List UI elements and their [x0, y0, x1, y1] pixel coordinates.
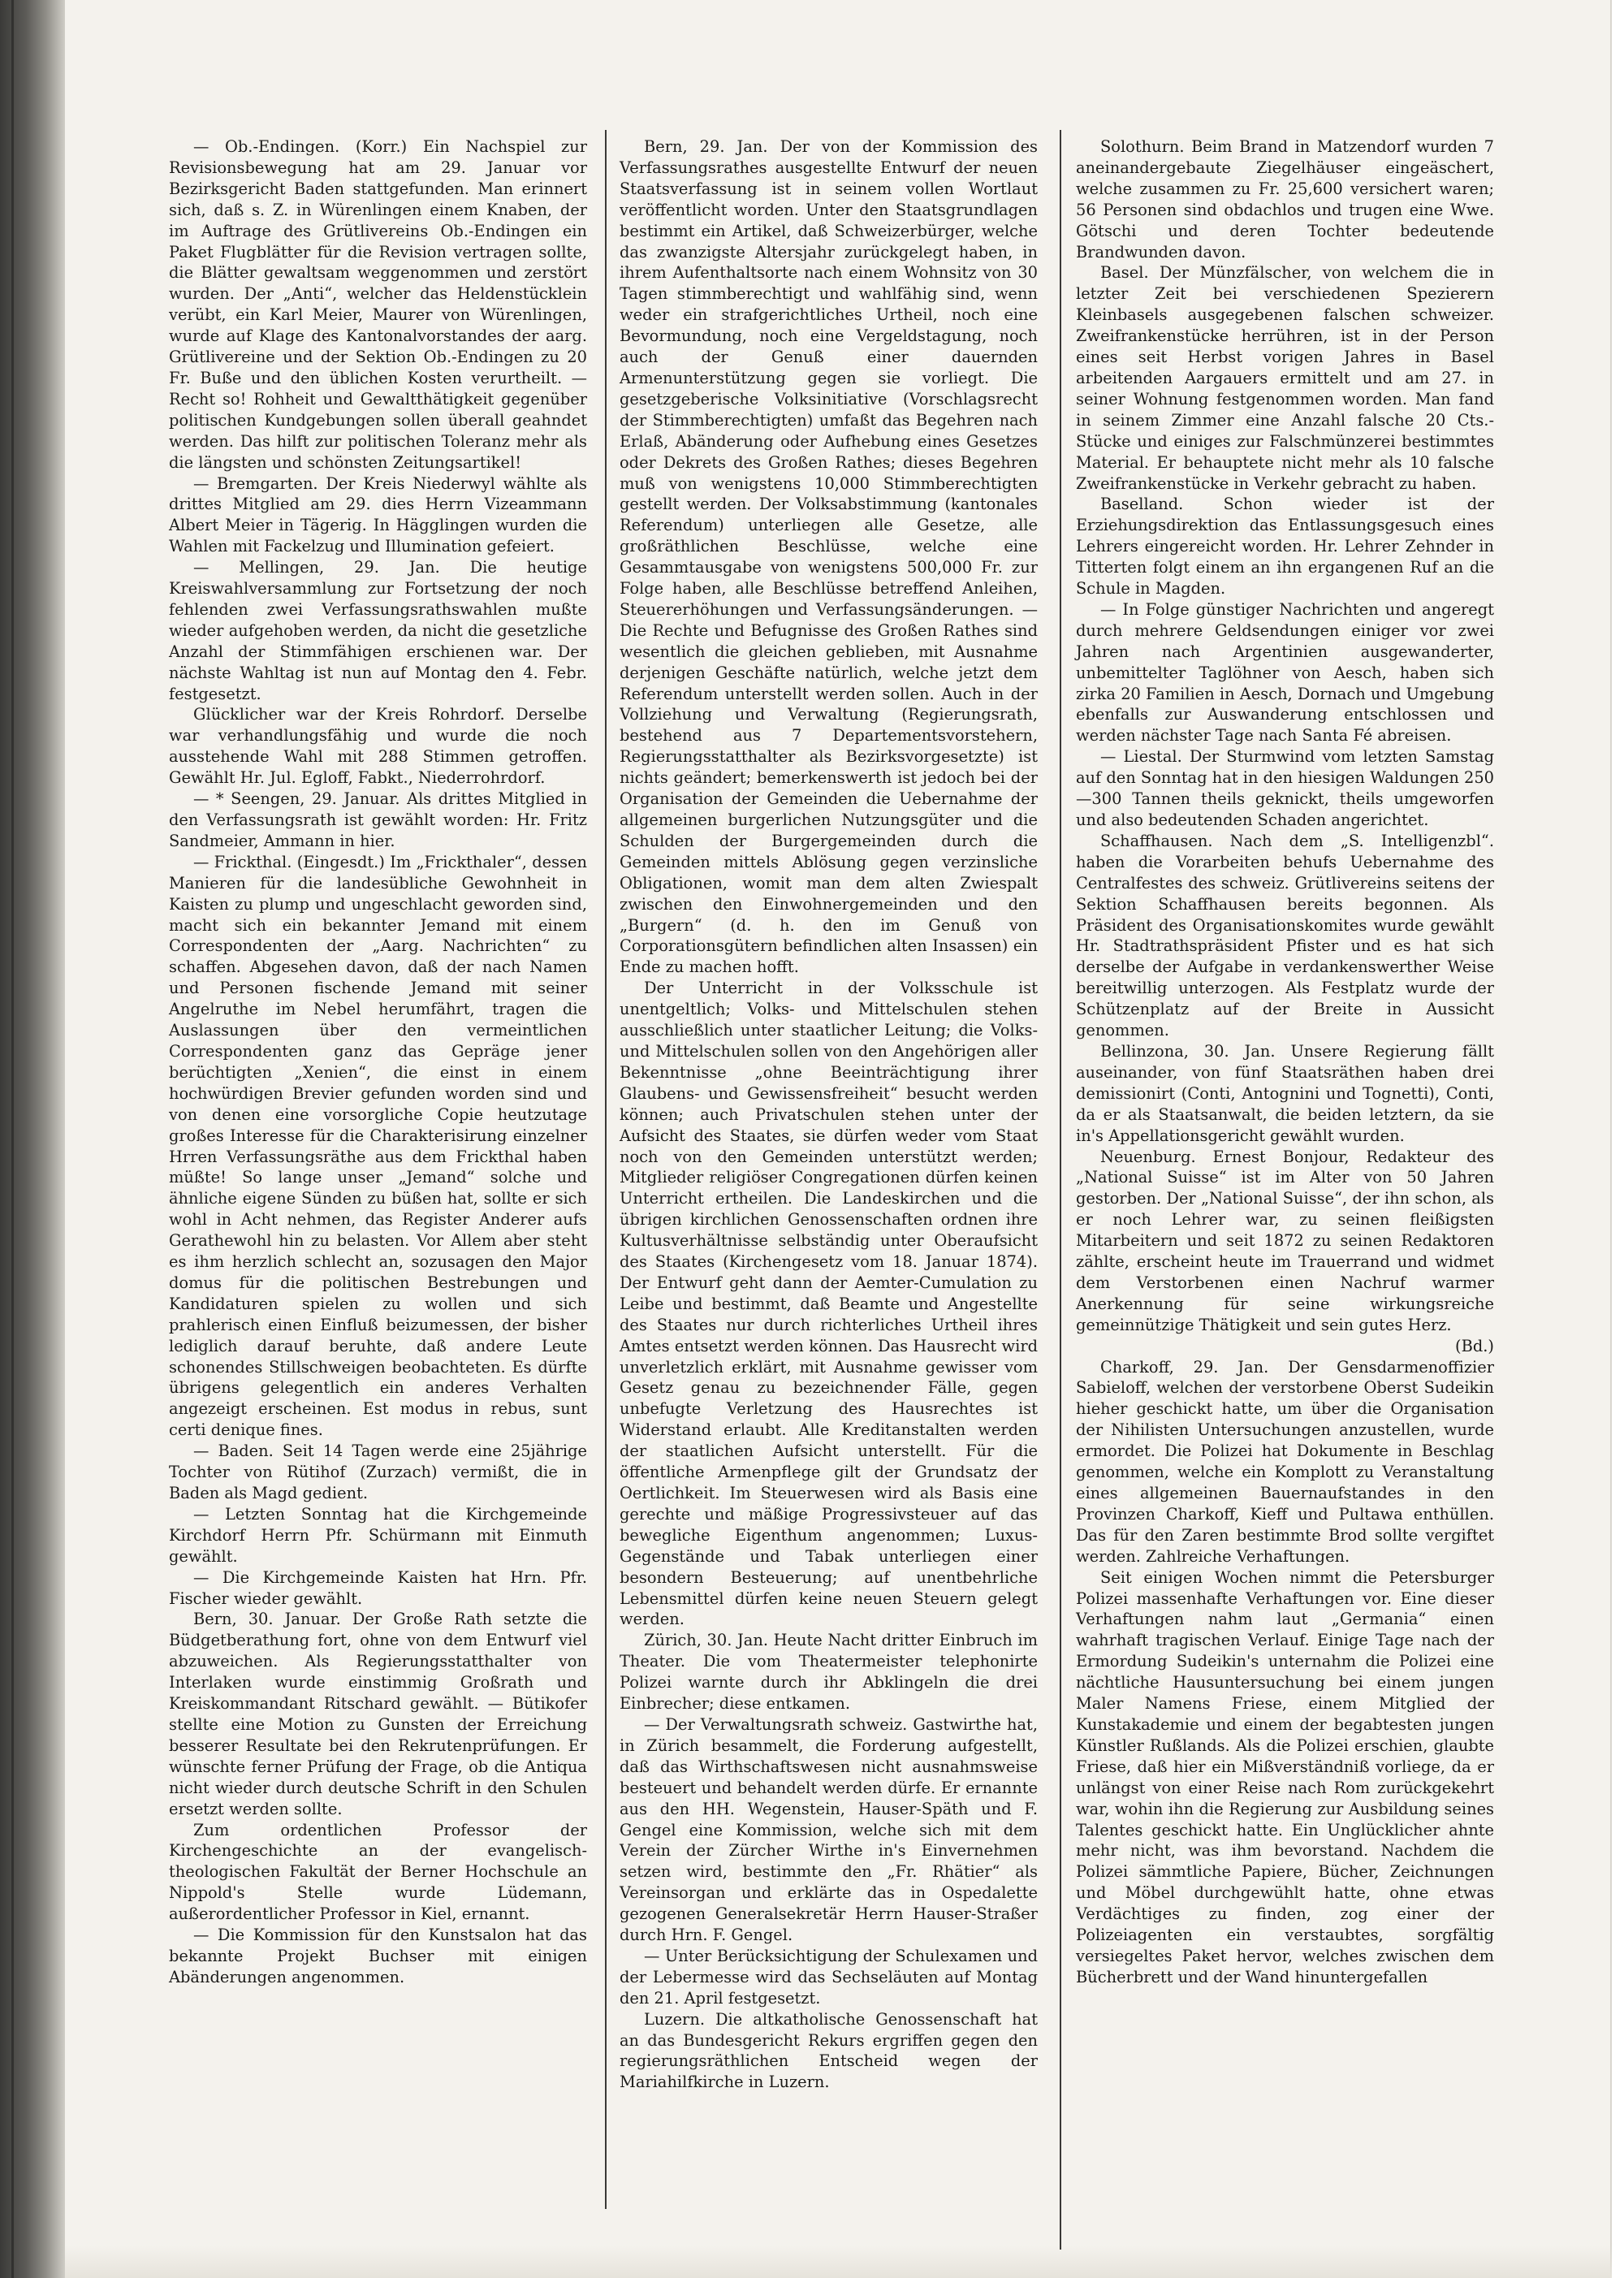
page-right-margin [1610, 0, 1624, 2278]
news-item-zuerich-theater: Zürich, 30. Jan. Heute Nacht dritter Einbruch im Theater. Die vom Theatermeister telephonirte Polizei warnte durch ihr Abklingeln die drei Einbrecher; diese entkamen. [620, 1631, 1038, 1714]
news-item-aesch-auswanderung: — In Folge günstiger Nachrichten und angeregt durch mehrere Geldsendungen einiger vor zwei Jahren nach Argentinien ausgewanderter, unbemittelter Taglöhner von Aesch, haben sich zirka 20 Familien in Aesch, Dornach und Umgebung ebenfalls zur Auswanderung entschlossen und werden nächster Tage nach Santa Fé abreisen. [1076, 599, 1494, 746]
news-item-liestal: — Liestal. Der Sturmwind vom letzten Samstag auf den Sonntag hat in den hiesigen Waldungen 250—300 Tannen theils geknickt, theils umgeworfen und also bedeutenden Schaden angerichtet. [1076, 747, 1494, 829]
news-item-seengen: — * Seengen, 29. Januar. Als drittes Mitglied in den Verfassungsrath ist gewählt worden: Hr. Fritz Sandmeier, Ammann in hier. [169, 789, 587, 850]
news-item-solothurn: Solothurn. Beim Brand in Matzendorf wurden 7 aneinandergebaute Ziegelhäuser eingeäschert, welche zusammen zu Fr. 25,600 versichert waren; 56 Personen sind obdachlos und trugen eine Wwe. Götschi und deren Tochter bedeutende Brandwunden davon. [1076, 137, 1494, 262]
text-column-2 [620, 136, 1038, 2093]
column-divider [605, 130, 607, 2209]
news-item-kirchdorf: — Letzten Sonntag hat die Kirchgemeinde Kirchdorf Herrn Pfr. Schürmann mit Einmuth gewählt. [169, 1504, 587, 1566]
news-item-schaffhausen: Schaffhausen. Nach dem „S. Intelligenzbl“. haben die Vorarbeiten behufs Uebernahme des Centralfestes des schweiz. Grütlivereins seitens der Sektion Schaffhausen bereits begonnen. Als Präsident des Organisationskomites wurde gewählt Hr. Stadtrathspräsident Pfister und es hat sich derselbe der Aufgabe in verdankenswerther Weise bereitwillig unterzogen. Als Festplatz wurde der Schützenplatz auf der Breite in Aussicht genommen. [1076, 831, 1494, 1040]
news-item-frickthal: — Frickthal. (Eingesdt.) Im „Frickthaler“, dessen Manieren für die landesübliche Gewohnheit in Kaisten zu plump und ungeschlacht geworden sind, macht sich ein bekannter Jemand mit einem Correspondenten der „Aarg. Nachrichten“ zu schaffen. Abgesehen davon, daß der nach Namen und Personen fischende Jemand mit seiner Angelruthe im Nebel herumfährt, tragen die Auslassungen über den vermeintlichen Correspondenten ganz das Gepräge jener berüchtigten „Xenien“, die einst in einem hochwürdigen Brevier gefunden worden sind und von denen eine vorsorgliche Copie heutzutage großes Interesse für die Charakterisirung einzelner Hrren Verfassungsräthe aus dem Frickthal haben müßte! So lange unser „Jemand“ solche und ähnliche eigene Sünden zu büßen hat, sollte er sich wohl in Acht nehmen, das Register Anderer aufs Gerathewohl hin zu belasten. Vor Allem aber steht es ihm herzlich schlecht an, sozusagen den Major domus für die politischen Bestrebungen und Kandidaturen spielen zu wollen und sich prahlerisch einen Einfluß beizumessen, der bisher lediglich darauf beruhte, daß andere Leute schonendes Stillschweigen beobachteten. Es dürfte übrigens gelegentlich ein anderes Verhalten angezeigt erscheinen. Est modus in rebus, sunt certi denique fines. [169, 852, 587, 1440]
news-item-zuerich-gastwirthe: — Der Verwaltungsrath schweiz. Gastwirthe hat, in Zürich besammelt, die Forderung aufgestellt, daß das Wirthschaftswesen nicht ausnahmsweise besteuert und behandelt werden dürfe. Er ernannte aus den HH. Wegenstein, Hauser-Späth und F. Gengel eine Kommission, welche sich mit dem Verein der Zürcher Wirthe in's Einvernehmen setzen wird, bestimmte den „Fr. Rhätier“ als Vereinsorgan und erklärte das in Ospedalette gezogenen Generalsekretär Herrn Hauser-Straßer durch Hrn. F. Gengel. [620, 1714, 1038, 1945]
news-item-ob-endingen: — Ob.-Endingen. (Korr.) Ein Nachspiel zur Revisionsbewegung hat am 29. Januar vor Bezirksgericht Baden stattgefunden. Man erinnert sich, daß s. Z. in Würenlingen einem Knaben, der im Auftrage des Grütlivereins Ob.-Endingen ein Paket Flugblätter für die Revision vertragen sollte, die Blätter gewaltsam weggenommen und zerstört wurden. Der „Anti“, welcher das Heldenstücklein verübt, ein Karl Meier, Maurer von Würenlingen, wurde auf Klage des Kantonalvorstandes der aarg. Grütlivereine und der Sektion Ob.-Endingen zu 20 Fr. Buße und den üblichen Kosten verurtheilt. — Recht so! Rohheit und Gewaltthätigkeit gegenüber politischen Kundgebungen sollen überall geahndet werden. Das hilft zur politischen Toleranz mehr als die längsten und schönsten Zeitungsartikel! [169, 137, 587, 472]
news-item-baden: — Baden. Seit 14 Tagen werde eine 25jährige Tochter von Rütihof (Zurzach) vermißt, die in Baden als Magd gedient. [169, 1442, 587, 1502]
news-item-baselland: Baselland. Schon wieder ist der Erziehungsdirektion das Entlassungsgesuch eines Lehrers eingereicht worden. Hr. Lehrer Zehnder in Titterten folgt einem an ihn ergangenen Ruf an die Schule in Magden. [1076, 495, 1494, 599]
column-divider [1060, 130, 1061, 2250]
news-item-basel: Basel. Der Münzfälscher, von welchem die in letzter Zeit bei verschiedenen Spezierern Kleinbasels ausgegebenen falschen schweizer. Zweifrankenstücke herrühren, ist in der Person eines seit Herbst vorigen Jahres in Basel arbeitenden Aargauers ermittelt und am 27. in seiner Wohnung festgenommen worden. Man fand in seinem Zimmer eine Anzahl falsche 20 Cts.-Stücke und einiges zur Falschmünzerei bestimmtes Material. Er behauptete nicht mehr als 10 falsche Zweifrankenstücke in Verkehr gebracht zu haben. [1076, 263, 1494, 493]
news-item-neuenburg: Neuenburg. Ernest Bonjour, Redakteur des „National Suisse“ ist im Alter von 50 Jahren gestorben. Der „National Suisse“, der ihn schon, als er noch Lehrer war, zu seinen fleißigsten Mitarbeitern und seit 1872 zu seinen Redaktoren zählte, erscheint heute im Trauerrand und widmet dem Verstorbenen einen Nachruf warmer Anerkennung für seine wirkungsreiche gemeinnützige Thätigkeit und sein gutes Herz. [1076, 1147, 1494, 1334]
author-signature: (Bd.) [1455, 1336, 1494, 1355]
news-item-kunstsalon: — Die Kommission für den Kunstsalon hat das bekannte Projekt Buchser mit einigen Abänderungen angenommen. [169, 1926, 587, 1986]
book-binding-edge [0, 0, 65, 2278]
news-item-mellingen: — Mellingen, 29. Jan. Die heutige Kreiswahlversammlung zur Fortsetzung der noch fehlenden zwei Verfassungsrathswahlen mußte wieder aufgehoben werden, da nicht die gesetzliche Anzahl der Stimmfähigen erschienen war. Der nächste Wahltag ist nun auf Montag den 4. Febr. festgesetzt. [169, 558, 587, 703]
news-item-rohrdorf: Glücklicher war der Kreis Rohrdorf. Derselbe war verhandlungsfähig und wurde die noch ausstehende Wahl mit 288 Stimmen getroffen. Gewählt Hr. Jul. Egloff, Fabkt., Niederrohrdorf. [169, 705, 587, 788]
text-column-3 [1076, 136, 1494, 1988]
news-item-zuerich-sechselaeuten: — Unter Berücksichtigung der Schulexamen und der Lebermesse wird das Sechseläuten auf Montag den 21. April festgesetzt. [620, 1946, 1038, 2008]
text-column-1 [169, 136, 587, 1988]
news-item-bern-grosser-rath: Bern, 30. Januar. Der Große Rath setzte die Büdgetberathung fort, ohne von dem Entwurf viel abzuweichen. Als Regierungsstatthalter von Interlaken wurde einstimmig Großrath und Kreiskommandant Ritschard gewählt. — Bütikofer stellte eine Motion zu Gunsten der Erreichung besserer Resultate bei den Rekrutenprüfungen. Er wünschte ferner Prüfung der Frage, ob die Antiqua nicht wieder durch deutsche Schrift in den Schulen ersetzt werden sollte. [169, 1610, 587, 1818]
news-item-charkoff: Charkoff, 29. Jan. Der Gensdarmenoffizier Sabieloff, welchen der verstorbene Oberst Sudeikin hieher geschickt hatte, um über die Organisation der Nihilisten Untersuchungen anzustellen, wurde ermordet. Die Polizei hat Dokumente in Beschlag genommen, welche ein Komplott zu Veranstaltung eines allgemeinen Bauernaufstandes in den Provinzen Charkoff, Kieff und Pultawa enthüllen. Das für den Zaren bestimmte Brod sollte vergiftet werden. Zahlreiche Verhaftungen. [1076, 1357, 1494, 1566]
news-item-bremgarten: — Bremgarten. Der Kreis Niederwyl wählte als drittes Mitglied am 29. dies Herrn Vizeammann Albert Meier in Tägerig. In Hägglingen wurden die Wahlen mit Fackelzug und Illumination gefeiert. [169, 473, 587, 556]
news-item-bern-verfassung: Bern, 29. Jan. Der von der Kommission des Verfassungsrathes ausgestellte Entwurf der neuen Staatsverfassung ist in seinem vollen Wortlaut veröffentlicht worden. Unter den Staatsgrundlagen bestimmt ein Artikel, daß Schweizerbürger, welche das zwanzigste Altersjahr zurückgelegt haben, in ihrem Aufenthaltsorte nach einem Wohnsitz von 30 Tagen stimmberechtigt und wahlfähig sind, wenn weder ein strafgerichtliches Urtheil, noch eine Bevormundung, noch eine Vergeldstagung, noch auch der Genuß einer dauernden Armenunterstützung gegen sie vorliegt. Die gesetzgeberische Volksinitiative (Vorschlagsrecht der Stimmberechtigten) umfaßt das Begehren nach Erlaß, Abänderung oder Aufhebung eines Gesetzes oder Dekrets des Großen Rathes; dieses Begehren muß von wenigstens 10,000 Stimmberechtigten gestellt werden. Der Volksabstimmung (kantonales Referendum) unterliegen alle Gesetze, alle großräthlichen Beschlüsse, welche eine Gesammtausgabe von wenigstens 500,000 Fr. zur Folge haben, alle Beschlüsse betreffend Anleihen, Steuererhöhungen und Verfassungsänderungen. — Die Rechte und Befugnisse des Großen Rathes sind wesentlich die gleichen geblieben, mit Ausnahme derjenigen Geschäfte natürlich, welche jetzt dem Referendum unterstellt werden sollen. Auch in der Vollziehung und Verwaltung (Regierungsrath, bestehend aus 7 Departementsvorstehern, Regierungsstatthalter als Bezirksvorgesetzte) ist nichts geändert; bemerkenswerth ist jedoch bei der Organisation der Gemeinden die Uebernahme der allgemeinen burgerlichen Nutzungsgüter und die Schulden der Burgergemeinden durch die Gemeinden mittels Ablösung gegen verzinsliche Obligationen, womit man dem alten Zwiespalt zwischen den Einwohnergemeinden und den „Burgern“ (d. h. den im Genuß von Corporationsgütern befindlichen alten Insassen) ein Ende zu machen hofft. [620, 137, 1038, 977]
news-item-kaisten: — Die Kirchgemeinde Kaisten hat Hrn. Pfr. Fischer wieder gewählt. [169, 1567, 587, 1608]
news-item-luzern: Luzern. Die altkatholische Genossenschaft hat an das Bundesgericht Rekurs ergriffen gegen den regierungsräthlichen Entscheid wegen der Mariahilfkirche in Luzern. [620, 2009, 1038, 2092]
news-item-bern-schulwesen: Der Unterricht in der Volksschule ist unentgeltlich; Volks- und Mittelschulen stehen ausschließlich unter staatlicher Leitung; die Volks- und Mittelschulen sollen von den Angehörigen aller Bekenntnisse „ohne Beeinträchtigung ihrer Glaubens- und Gewissensfreiheit“ besucht werden können; auch Privatschulen stehen unter der Aufsicht des Staates, sie dürfen weder vom Staat noch von den Gemeinden unterstützt werden; Mitglieder religiöser Congregationen dürfen keinen Unterricht ertheilen. Die Landeskirchen und die übrigen kirchlichen Genossenschaften ordnen ihre Kultusverhältnisse selbständig unter Oberaufsicht des Staates (Kirchengesetz vom 18. Januar 1874). Der Entwurf geht dann der Aemter-Cumulation zu Leibe und bestimmt, daß Beamte und Angestellte des Staates nur durch richterliches Urtheil ihres Amtes entsetzt werden können. Das Hausrecht wird unverletzlich erklärt, mit Ausnahme gewisser vom Gesetz genau zu bezeichnender Fälle, gegen unbefugte Verletzung des Hausrechtes ist Widerstand erlaubt. Alle Kreditanstalten werden der staatlichen Aufsicht unterstellt. Für die öffentliche Armenpflege gilt der Grundsatz der Oertlichkeit. Im Steuerwesen wird als Basis eine gerechte und mäßige Progressivsteuer auf das bewegliche Eigenthum angenommen; Luxus-Gegenstände und Tabak unterliegen einer besondern Besteuerung; auf unentbehrliche Lebensmittel dürfen keine neuen Steuern gelegt werden. [620, 979, 1038, 1629]
news-item-petersburg: Seit einigen Wochen nimmt die Petersburger Polizei massenhafte Verhaftungen vor. Eine dieser Verhaftungen nahm laut „Germania“ einen wahrhaft tragischen Verlauf. Einige Tage nach der Ermordung Sudeikin's unternahm die Polizei eine nächtliche Hausuntersuchung bei einem jungen Maler Namens Friese, einem Mitglied der Kunstakademie und einem der begabtesten jungen Künstler Rußlands. Als die Polizei erschien, glaubte Friese, daß hier ein Mißverständniß vorliege, da er unlängst von einer Reise nach Rom zurückgekehrt war, wohin ihn die Regierung zur Ausbildung seines Talentes geschickt hatte. Ein Unglücklicher ahnte mehr nicht, was ihm bevorstand. Nachdem die Polizei sämmtliche Papiere, Bücher, Zeichnungen und Möbel durchgewühlt hatte, ohne etwas Verdächtiges zu finden, zog einer der Polizeiagenten ein verstaubtes, sorgfältig versiegeltes Paket hervor, welches zwischen dem Bücherbrett und der Wand hinuntergefallen [1076, 1567, 1494, 1986]
news-item-bern-professor: Zum ordentlichen Professor der Kirchengeschichte an der evangelisch-theologischen Fakultät der Berner Hochschule an Nippold's Stelle wurde Lüdemann, außerordentlicher Professor in Kiel, ernannt. [169, 1820, 587, 1924]
page-bottom-edge [65, 2246, 1612, 2278]
news-item-bellinzona: Bellinzona, 30. Jan. Unsere Regierung fällt auseinander, von fünf Staatsräthen haben drei demissionirt (Conti, Antognini und Tognetti), Conti, da er als Staatsanwalt, die beiden letztern, da sie in's Appellationsgericht gewählt wurden. [1076, 1041, 1494, 1145]
